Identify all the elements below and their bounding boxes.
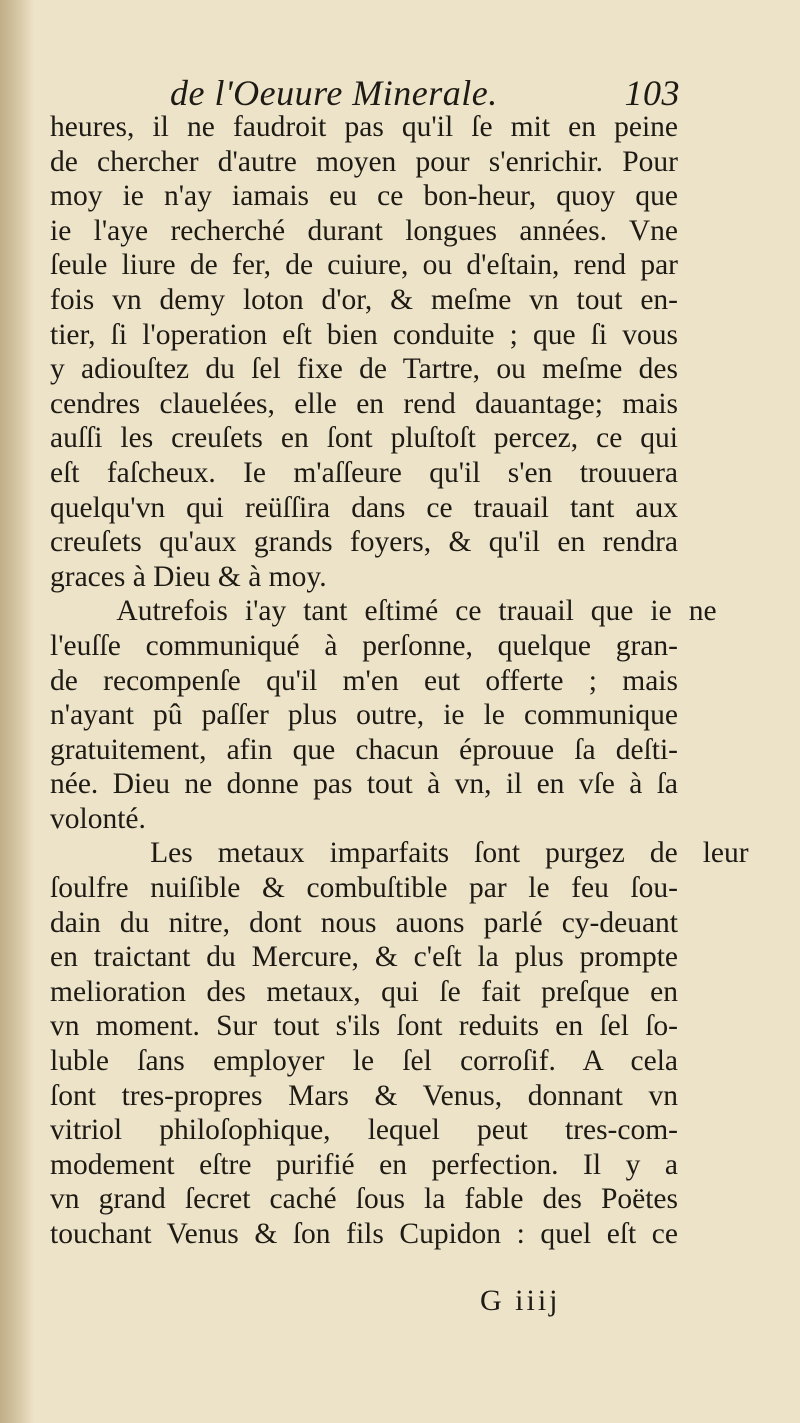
text-line: Autrefois i'ay tant eſtimé ce trauail que ie ne xyxy=(50,595,717,628)
text-line: Les metaux imparfaits ſont purgez de leur xyxy=(50,837,749,870)
text-line: graces à Dieu & à moy. xyxy=(50,560,327,593)
text-line: melioration des metaux, qui ſe fait preſque en xyxy=(50,975,678,1008)
body-text xyxy=(50,110,749,1252)
text-line: ſoulfre nuiſible & combuſtible par le feu ſou- xyxy=(50,872,678,905)
text-line: fois vn demy loton d'or, & meſme vn tout en- xyxy=(50,283,678,316)
text-line: modement eſtre purifié en perfection. Il y a xyxy=(50,1148,678,1181)
text-line: l'euſſe communiqué à perſonne, quelque gran- xyxy=(50,629,678,662)
text-line: eſt faſcheux. Ie m'aſſeure qu'il s'en trouuera xyxy=(50,456,678,489)
text-line: de recompenſe qu'il m'en eut offerte ; mais xyxy=(50,664,678,697)
page-number: 103 xyxy=(624,73,680,113)
text-line: ſeule liure de fer, de cuiure, ou d'eſtain, rend par xyxy=(50,249,678,282)
text-line: heures, il ne faudroit pas qu'il ſe mit en peine xyxy=(50,111,678,143)
page-gutter xyxy=(0,0,34,1423)
running-title: de l'Oeuure Minerale. xyxy=(170,73,498,113)
text-line: cendres clauelées, elle en rend dauantage; mais xyxy=(50,387,678,420)
text-line: moy ie n'ay iamais eu ce bon-heur, quoy que xyxy=(50,180,678,213)
text-line: creuſets qu'aux grands foyers, & qu'il en rendra xyxy=(50,526,678,559)
text-line: née. Dieu ne donne pas tout à vn, il en vſe à ſa xyxy=(50,768,678,801)
text-line: en traictant du Mercure, & c'eſt la plus prompte xyxy=(50,941,678,974)
text-line: volonté. xyxy=(50,802,146,835)
text-line: de chercher d'autre moyen pour s'enrichir. Pour xyxy=(50,145,678,178)
text-line: vn grand ſecret caché ſous la fable des Poëtes xyxy=(50,1183,678,1216)
text-line: y adiouſtez du ſel fixe de Tartre, ou meſme des xyxy=(50,353,678,386)
text-line: auſſi les creuſets en ſont pluſtoſt percez, ce qui xyxy=(50,422,678,455)
text-line: gratuitement, afin que chacun éprouue ſa deſti- xyxy=(50,733,678,766)
text-line: quelqu'vn qui reüſſira dans ce trauail tant aux xyxy=(50,491,678,524)
text-line: n'ayant pû paſſer plus outre, ie le communique xyxy=(50,699,678,732)
text-line: vitriol philoſophique, lequel peut tres-com- xyxy=(50,1114,678,1147)
signature-mark: G iiij xyxy=(480,1284,561,1317)
text-line: touchant Venus & ſon fils Cupidon : quel eſt ce xyxy=(50,1218,678,1250)
text-line: ie l'aye recherché durant longues années. Vne xyxy=(50,214,678,247)
text-line: ſont tres-propres Mars & Venus, donnant vn xyxy=(50,1079,678,1112)
text-line: luble ſans employer le ſel corroſif. A cela xyxy=(50,1045,678,1078)
running-header xyxy=(170,72,680,114)
text-line: tier, ſi l'operation eſt bien conduite ; que ſi vous xyxy=(50,318,678,351)
text-line: vn moment. Sur tout s'ils ſont reduits en ſel ſo- xyxy=(50,1010,678,1043)
text-line: dain du nitre, dont nous auons parlé cy-deuant xyxy=(50,906,678,939)
